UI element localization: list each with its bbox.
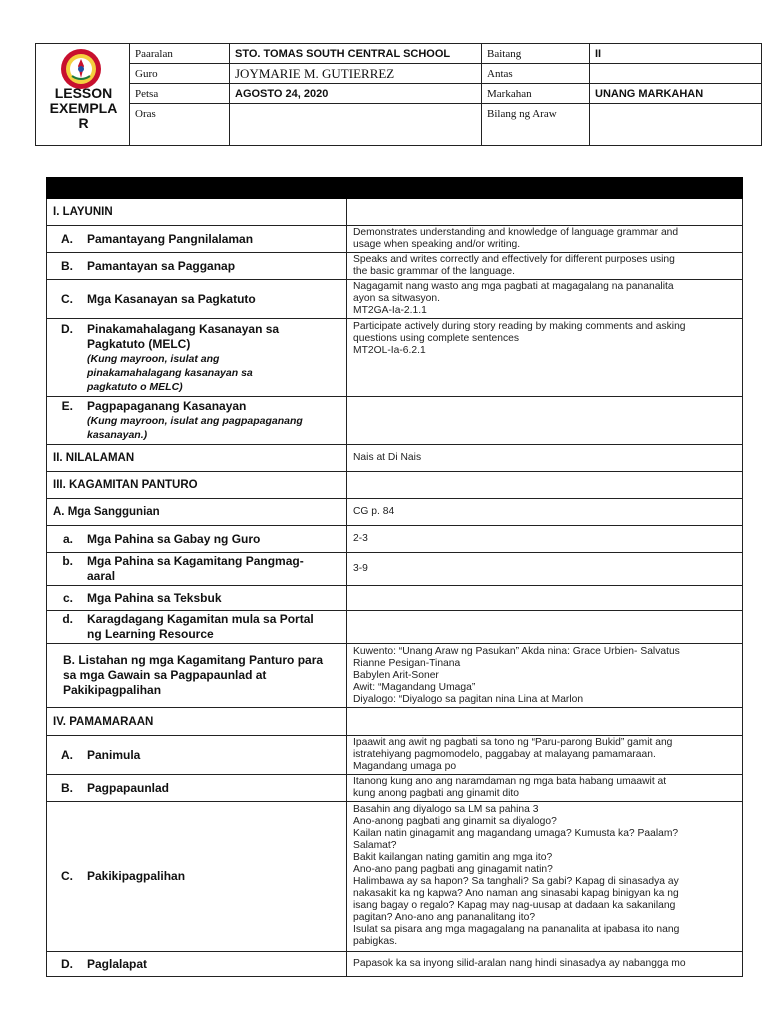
row-title-line: sa mga Gawain sa Pagpapaunlad at (63, 668, 267, 682)
row-note-line: pinakamahalagang kasanayan sa (87, 366, 253, 379)
row-label-cell (47, 280, 347, 319)
section-heading: III. KAGAMITAN PANTURO (53, 479, 198, 491)
row-label-cell (47, 952, 347, 977)
header-value: STO. TOMAS SOUTH CENTRAL SCHOOL (230, 44, 482, 64)
row-content-cell (347, 397, 743, 445)
row-content-line: Speaks and writes correctly and effectively for different purposes using (353, 254, 675, 265)
section-heading: I. LAYUNIN (53, 206, 113, 218)
row-content-line: usage when speaking and/or writing. (353, 239, 521, 250)
row-marker: C. (61, 869, 73, 883)
header-label: Petsa (130, 84, 230, 104)
lesson-exemplar-title: LESSON EXEMPLA R (49, 85, 118, 131)
header-value (590, 104, 761, 145)
header-value: AGOSTO 24, 2020 (230, 84, 482, 104)
row-content-line: 2-3 (353, 533, 368, 544)
table-row (47, 952, 743, 977)
row-content-line: MT2GA-Ia-2.1.1 (353, 305, 427, 316)
row-title-line: Paglalapat (87, 956, 148, 971)
row-content-line: Papasok ka sa inyong silid-aralan nang hindi sinasadya ay nabangga mo (353, 958, 686, 969)
table-row (47, 526, 743, 553)
row-content-cell (347, 526, 743, 553)
row-content-line: kung anong pagbati ang ginamit dito (353, 788, 520, 799)
row-title (87, 554, 304, 584)
row-title-line: Pakikipagpalihan (87, 869, 186, 883)
row-marker: a. (62, 531, 73, 546)
row-content-line: 3-9 (353, 563, 368, 574)
row-title-line: B. Listahan ng mga Kagamitang Panturo para (63, 653, 324, 667)
row-label-cell (47, 736, 347, 775)
header-value: JOYMARIE M. GUTIERREZ (230, 64, 482, 84)
row-content-line: the basic grammar of the language. (353, 266, 515, 277)
row-marker: c. (62, 590, 73, 605)
row-title (53, 653, 340, 698)
row-label-cell (47, 319, 347, 397)
row-title-line: Pagkatuto (MELC) (87, 336, 191, 351)
header-value: II (590, 44, 761, 64)
row-content-cell (347, 611, 743, 644)
row-item (53, 612, 340, 642)
row-content-line: istratehiyang pagmomodelo, paggabay at malayang pamamaraan. (353, 749, 656, 760)
row-title-line: Mga Pahina sa Kagamitang Pangmag- (87, 554, 304, 568)
row-note-line: (Kung mayroon, isulat ang pagpapaganang (87, 415, 303, 427)
row-content-cell (347, 472, 743, 499)
table-row (47, 397, 743, 445)
row-marker: D. (61, 956, 73, 971)
table-row (47, 499, 743, 526)
row-content-cell (347, 775, 743, 802)
row-title-line: Mga Kasanayan sa Pagkatuto (87, 291, 256, 306)
table-row (47, 736, 743, 775)
row-title-line: ng Learning Resource (87, 627, 214, 641)
table-row (47, 644, 743, 708)
row-title (87, 259, 235, 274)
row-marker: E. (61, 399, 73, 413)
table-row (47, 226, 743, 253)
row-title-line: Mga Pahina sa Teksbuk (87, 590, 222, 605)
row-content-line: Rianne Pesigan-Tinana (353, 658, 461, 669)
row-marker: b. (62, 554, 73, 568)
header-block (35, 43, 762, 146)
row-content-cell (347, 280, 743, 319)
row-content-cell (347, 499, 743, 526)
row-label-cell (47, 644, 347, 708)
table-row (47, 775, 743, 802)
row-content-line: Nais at Di Nais (353, 452, 422, 463)
header-value: UNANG MARKAHAN (590, 84, 761, 104)
row-content-cell (347, 319, 743, 397)
row-label-cell (47, 802, 347, 952)
row-item (53, 554, 340, 584)
table-row (47, 319, 743, 397)
row-content-line: questions using complete sentences (353, 333, 519, 344)
row-content-cell (347, 553, 743, 586)
row-title (87, 957, 147, 972)
row-marker: A. (61, 231, 73, 246)
header-label: Markahan (482, 84, 590, 104)
row-content-line: MT2OL-Ia-6.2.1 (353, 345, 426, 356)
row-label-cell (47, 775, 347, 802)
row-content-line: Nagagamit nang wasto ang mga pagbati at magagalang na pananalita (353, 281, 674, 292)
table-banner-row (47, 178, 743, 199)
row-item (53, 322, 340, 394)
row-content-cell (347, 802, 743, 952)
row-title (87, 612, 314, 642)
row-title (87, 322, 279, 394)
row-title (87, 869, 185, 884)
row-content-line: Awit: “Magandang Umaga” (353, 682, 476, 693)
table-row (47, 611, 743, 644)
row-content-line: Magandang umaga po (353, 761, 457, 772)
header-value (590, 64, 761, 84)
row-title (87, 591, 222, 606)
row-content-line: Ano-anong pagbati ang ginamit sa diyalogo? (353, 816, 557, 827)
row-content-line: Kuwento: “Unang Araw ng Pasukan” Akda nina: Grace Urbien- Salvatus (353, 646, 680, 657)
row-content-line: Salamat? (353, 840, 397, 851)
table-row (47, 553, 743, 586)
row-title-line: Pakikipagpalihan (63, 683, 162, 697)
row-item (53, 748, 340, 763)
row-content-cell (347, 952, 743, 977)
row-title (87, 532, 260, 547)
row-title-line: Pamantayang Pangnilalaman (87, 231, 254, 246)
row-content-cell (347, 445, 743, 472)
header-label: Guro (130, 64, 230, 84)
section-heading: IV. PAMAMARAAN (53, 715, 154, 728)
row-content-line: nakasakit ka ng kapwa? Ano naman ang sinasabi kapag binigyan ka ng (353, 888, 679, 899)
row-label-cell (47, 611, 347, 644)
row-label-cell (47, 472, 347, 499)
row-label-cell (47, 253, 347, 280)
table-row (47, 802, 743, 952)
row-note-line: (Kung mayroon, isulat ang (87, 352, 220, 365)
row-title (87, 292, 256, 307)
row-label-cell (47, 499, 347, 526)
row-item (53, 399, 340, 442)
table-row (47, 445, 743, 472)
row-content-line: ayon sa sitwasyon. (353, 293, 440, 304)
row-title (87, 781, 169, 796)
row-content-cell (347, 199, 743, 226)
table-row (47, 253, 743, 280)
row-label-cell (47, 553, 347, 586)
row-title-line: Pinakamahalagang Kasanayan sa (87, 321, 280, 336)
school-seal-icon (60, 48, 102, 90)
table-row (47, 472, 743, 499)
row-content-line: Kailan natin ginagamit ang magandang umaga? Kumusta ka? Paalam? (353, 828, 679, 839)
row-marker: B. (61, 258, 73, 273)
row-content-line: Babylen Arit-Soner (353, 670, 439, 681)
header-label: Baitang (482, 44, 590, 64)
row-item (53, 591, 340, 606)
row-marker: D. (61, 321, 73, 336)
row-item (53, 957, 340, 972)
row-item (53, 232, 340, 247)
header-label: Oras (130, 104, 230, 145)
header-label: Paaralan (130, 44, 230, 64)
row-title-line: Pamantayan sa Pagganap (87, 258, 236, 273)
row-content-cell (347, 736, 743, 775)
row-label-cell (47, 708, 347, 736)
row-note-line: kasanayan.) (87, 429, 148, 441)
row-content-line: Itanong kung ano ang naramdaman ng mga bata habang umaawit at (353, 776, 667, 787)
row-content-line: CG p. 84 (353, 506, 395, 517)
row-title-line: Pagpapaganang Kasanayan (87, 399, 247, 413)
row-content-line: Basahin ang diyalogo sa LM sa pahina 3 (353, 804, 539, 815)
row-title (87, 399, 303, 442)
header-value (230, 104, 482, 145)
row-marker: B. (61, 780, 73, 795)
row-content-line: pabigkas. (353, 936, 398, 947)
row-title-line: Karagdagang Kagamitan mula sa Portal (87, 612, 314, 626)
header-label: Bilang ng Araw (482, 104, 590, 145)
row-title-line: Mga Pahina sa Gabay ng Guro (87, 531, 261, 546)
row-title-line: aaral (87, 569, 116, 583)
row-note-line: pagkatuto o MELC) (87, 380, 183, 393)
row-item (53, 781, 340, 796)
row-marker: d. (62, 612, 73, 626)
row-content-line: Ipaawit ang awit ng pagbati sa tono ng “Paru-parong Bukid” gamit ang (353, 737, 673, 748)
row-title (87, 748, 140, 763)
table-row (47, 199, 743, 226)
row-content-cell (347, 708, 743, 736)
header-fields-grid (130, 44, 761, 145)
row-title (87, 232, 253, 247)
row-content-cell (347, 253, 743, 280)
row-item (53, 869, 340, 884)
logo-cell (36, 44, 130, 145)
row-label-cell (47, 397, 347, 445)
section-heading: II. NILALAMAN (53, 452, 135, 464)
row-title-line: Pagpapaunlad (87, 780, 170, 795)
row-marker: C. (61, 291, 73, 306)
table-row (47, 280, 743, 319)
row-item (53, 259, 340, 274)
row-content-line: Participate actively during story reading by making comments and asking (353, 321, 686, 332)
row-label-cell (47, 199, 347, 226)
row-content-cell (347, 226, 743, 253)
row-label-cell (47, 226, 347, 253)
lesson-plan-table (46, 177, 743, 977)
row-item (53, 532, 340, 547)
row-content-line: Demonstrates understanding and knowledge of language grammar and (353, 227, 679, 238)
header-label: Antas (482, 64, 590, 84)
row-content-line: Ano-ano pang pagbati ang ginagamit natin? (353, 864, 553, 875)
row-content-cell (347, 586, 743, 611)
row-item (53, 292, 340, 307)
row-label-cell (47, 445, 347, 472)
row-content-line: Halimbawa ay sa hapon? Sa tanghali? Sa gabi? Kapag di sinasadya ay (353, 876, 679, 887)
table-row (47, 708, 743, 736)
row-label-cell (47, 586, 347, 611)
row-title-line: Panimula (87, 747, 141, 762)
table-row (47, 586, 743, 611)
row-content-line: Diyalogo: “Diyalogo sa pagitan nina Lina at Marlon (353, 694, 584, 705)
row-content-line: isang bagay o regalo? Kapag may nag-uusap at dadaan ka sakanilang (353, 900, 676, 911)
row-content-line: Bakit kailangan nating gamitin ang mga ito? (353, 852, 553, 863)
row-marker: A. (61, 747, 73, 762)
row-content-cell (347, 644, 743, 708)
section-heading: A. Mga Sanggunian (53, 506, 160, 518)
row-content-line: pagitan? Ano-ano ang pananalitang ito? (353, 912, 536, 923)
row-label-cell (47, 526, 347, 553)
row-content-line: Isulat sa pisara ang mga magagalang na pananalita at ipabasa ito nang (353, 924, 680, 935)
